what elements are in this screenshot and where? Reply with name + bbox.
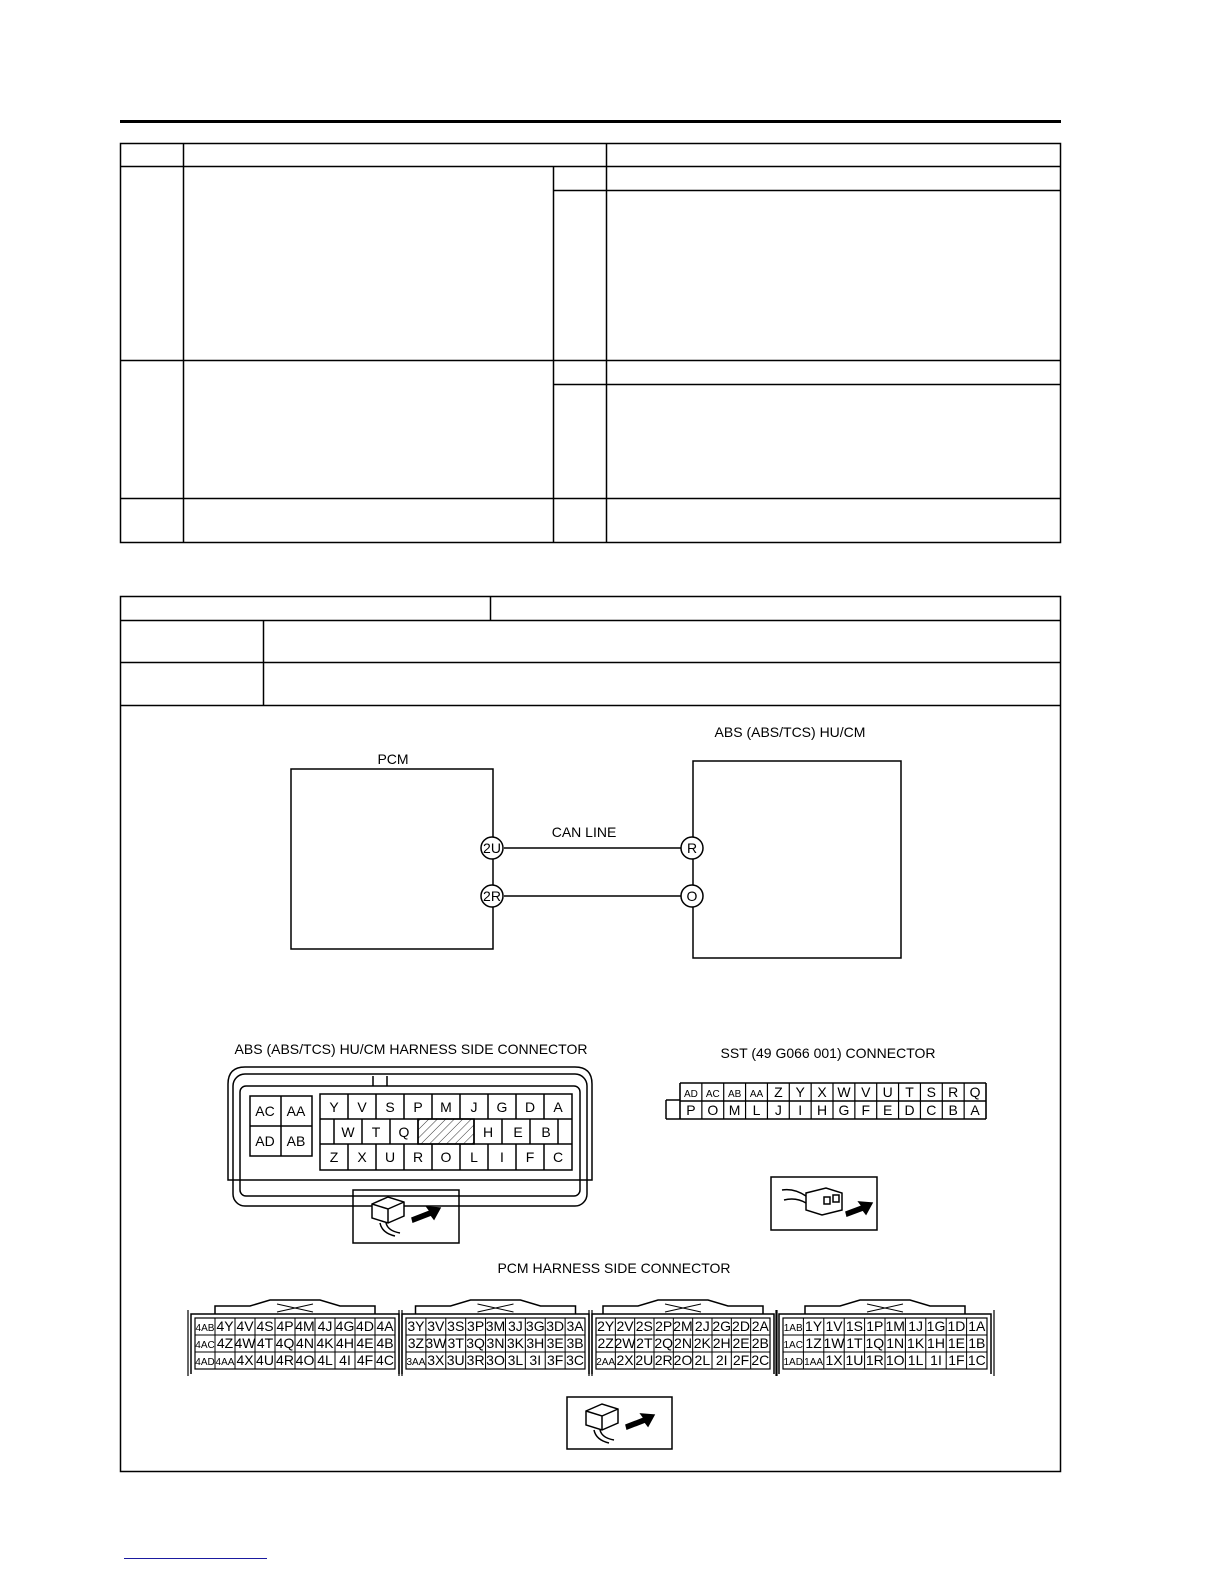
pcm-pin: 4G — [335, 1318, 355, 1334]
abs-pin: D — [524, 1099, 536, 1115]
pcm-pin: 2A — [751, 1318, 769, 1334]
sst-connector-view-icon — [771, 1177, 877, 1230]
abs-pin: B — [541, 1124, 551, 1140]
pcm-pin: 3R — [466, 1352, 485, 1368]
pcm-pin: 2B — [751, 1335, 769, 1351]
pcm-pin: 1H — [927, 1335, 945, 1351]
pcm-pin: 4A — [376, 1318, 394, 1334]
pcm-pin: 1F — [948, 1352, 965, 1368]
sst-pin: V — [861, 1084, 871, 1100]
pcm-pin: 1I — [930, 1352, 942, 1368]
abs-pin: R — [412, 1149, 424, 1165]
abs-pin: X — [357, 1149, 367, 1165]
abs-pin: P — [413, 1099, 423, 1115]
pcm-pin: 1C — [967, 1352, 986, 1368]
pcm-pin: 4R — [276, 1352, 294, 1368]
sst-pin: D — [904, 1102, 915, 1118]
sst-pin: Y — [795, 1084, 805, 1100]
pcm-block-latch — [215, 1300, 375, 1314]
sst-pin: H — [817, 1102, 828, 1118]
pcm-pin: 1N — [886, 1335, 905, 1351]
pcm-pin: 1J — [908, 1318, 923, 1334]
pcm-pin: 3G — [525, 1318, 545, 1334]
pcm-pin: 2V — [616, 1318, 634, 1334]
pcm-pin: 2G — [712, 1318, 732, 1334]
pcm-pin: 3Z — [407, 1335, 425, 1351]
pcm-pin: 3C — [566, 1352, 585, 1368]
pcm-pin: 4X — [236, 1352, 254, 1368]
pcm-block-latch-mark — [478, 1304, 514, 1312]
sst-pin: G — [838, 1102, 850, 1118]
sst-pin: O — [707, 1102, 719, 1118]
abs-pin: Y — [329, 1099, 339, 1115]
pcm-pin: 3P — [467, 1318, 485, 1334]
sst-pin: AC — [705, 1089, 720, 1100]
sst-pin: X — [817, 1084, 827, 1100]
pcm-pin: 2P — [655, 1318, 673, 1334]
pcm-pin: 2Y — [597, 1318, 615, 1334]
abs-label: ABS (ABS/TCS) HU/CM — [714, 724, 866, 740]
sst-pin: Q — [969, 1084, 981, 1100]
abs-connector-title: ABS (ABS/TCS) HU/CM HARNESS SIDE CONNECTOR — [234, 1041, 588, 1057]
abs-pin: M — [440, 1099, 452, 1115]
abs-pin: U — [384, 1149, 396, 1165]
pcm-pin: 2T — [636, 1335, 653, 1351]
pcm-pin: 3S — [447, 1318, 465, 1334]
abs-pin: A — [553, 1099, 563, 1115]
sst-pin: I — [798, 1102, 803, 1118]
pcm-pin: 2R — [654, 1352, 673, 1368]
pcm-pin: 3L — [507, 1352, 524, 1368]
pcm-pin: 2M — [673, 1318, 693, 1334]
pcm-pin: 1D — [947, 1318, 966, 1334]
abs-pin: L — [470, 1149, 478, 1165]
pcm-pin: 4AB — [195, 1323, 215, 1334]
abs-pin: J — [470, 1099, 478, 1115]
sst-pin: Z — [774, 1084, 783, 1100]
pcm-pin: 3B — [566, 1335, 584, 1351]
pcm-pin: 3Q — [466, 1335, 485, 1351]
pcm-box — [291, 769, 493, 949]
pcm-pin: 4C — [376, 1352, 394, 1368]
sst-pin: T — [905, 1084, 914, 1100]
pcm-pin: 2I — [715, 1352, 728, 1368]
pcm-pin: 2F — [732, 1352, 750, 1368]
pcm-pin: 2H — [712, 1335, 731, 1351]
pcm-pin: 4W — [234, 1335, 256, 1351]
pcm-pin: 2N — [674, 1335, 692, 1351]
pcm-pin: 1X — [825, 1352, 843, 1368]
abs-pin: E — [513, 1124, 523, 1140]
abs-pin: Q — [398, 1124, 410, 1140]
pcm-pin: 3T — [447, 1335, 464, 1351]
pcm-pin: 4U — [256, 1352, 274, 1368]
pcm-pin: 2E — [732, 1335, 750, 1351]
abs-pin: V — [357, 1099, 367, 1115]
pcm-connector-title: PCM HARNESS SIDE CONNECTOR — [497, 1260, 731, 1276]
sst-pin: AD — [683, 1089, 698, 1100]
pcm-pin: 1K — [907, 1335, 925, 1351]
procedure-table — [0, 0, 1224, 560]
pcm-pin: 4Y — [216, 1318, 234, 1334]
pcm-pin: 4O — [295, 1352, 315, 1368]
pcm-pin: 4J — [317, 1318, 333, 1334]
pcm-pin: 4S — [256, 1318, 274, 1334]
pcm-pin: 4AD — [195, 1357, 215, 1368]
pcm-connector-block — [589, 1300, 777, 1376]
pcm-pin: 3W — [425, 1335, 447, 1351]
pcm-pin: 1M — [885, 1318, 905, 1334]
pcm-pin: 3U — [446, 1352, 465, 1368]
pcm-pin: 4AA — [215, 1357, 235, 1368]
pcm-pin: 4D — [356, 1318, 374, 1334]
pcm-block-latch — [416, 1300, 576, 1314]
pcm-pin: 4B — [376, 1335, 394, 1351]
pcm-pin: 1AA — [804, 1357, 824, 1368]
pcm-block-latch-mark — [867, 1304, 903, 1312]
pcm-pin: 3N — [486, 1335, 505, 1351]
pcm-connector-block — [776, 1300, 994, 1376]
pcm-pin: 2S — [635, 1318, 653, 1334]
abs-pin: Z — [329, 1149, 339, 1165]
pcm-pin: 4P — [276, 1318, 294, 1334]
pcm-pin: 3AA — [406, 1357, 426, 1368]
pcm-label: PCM — [377, 751, 409, 767]
pcm-pin: 1AB — [783, 1323, 803, 1334]
pcm-pin: 1W — [823, 1335, 845, 1351]
pcm-pin: 4N — [296, 1335, 314, 1351]
pcm-pin: 1R — [865, 1352, 884, 1368]
abs-pin: O — [440, 1149, 452, 1165]
pcm-pin: 3F — [546, 1352, 564, 1368]
sst-pin: B — [948, 1102, 958, 1118]
pcm-connector-view-icon — [567, 1397, 672, 1449]
pcm-pin: 1P — [866, 1318, 884, 1334]
pcm-pin: 4F — [356, 1352, 374, 1368]
sst-pin: P — [686, 1102, 696, 1118]
pcm-pin: 1V — [825, 1318, 843, 1334]
abs-pin: T — [371, 1124, 381, 1140]
sst-pin: E — [882, 1102, 893, 1118]
abs-pin: C — [552, 1149, 564, 1165]
sst-pin: U — [882, 1084, 893, 1100]
pcm-pin: 1Y — [805, 1318, 823, 1334]
sst-pin: F — [861, 1102, 871, 1118]
sst-pin: A — [970, 1102, 980, 1118]
pcm-pin: 2W — [614, 1335, 636, 1351]
pcm-pin: 2K — [693, 1335, 711, 1351]
pcm-pin: 2O — [673, 1352, 693, 1368]
pcm-connector-block — [188, 1300, 402, 1376]
pcm-pin: 4H — [336, 1335, 354, 1351]
pcm-pin: 3A — [566, 1318, 584, 1334]
pcm-pin: 1Q — [865, 1335, 885, 1351]
abs-pin: AC — [255, 1103, 275, 1119]
pcm-pin: 2D — [732, 1318, 750, 1334]
pcm-pin: 3M — [485, 1318, 506, 1334]
pcm-pin: 3I — [529, 1352, 542, 1368]
pcm-pin: 1T — [846, 1335, 863, 1351]
pcm-pin: 3Y — [407, 1318, 425, 1334]
pcm-pin: 4AC — [195, 1340, 215, 1351]
pcm-pin: 4Z — [216, 1335, 234, 1351]
pcm-block-latch — [805, 1300, 965, 1314]
sst-connector-title: SST (49 G066 001) CONNECTOR — [720, 1045, 936, 1061]
pcm-block-latch-mark — [277, 1304, 313, 1312]
pcm-pin: 3J — [507, 1318, 523, 1334]
pcm-pin: 2Q — [654, 1335, 674, 1351]
sst-pin: C — [926, 1102, 937, 1118]
pcm-pin: 2AA — [596, 1357, 616, 1368]
pcm-pin: 2C — [751, 1352, 770, 1368]
abs-pin: AD — [255, 1133, 275, 1149]
pcm-pin: 1L — [907, 1352, 924, 1368]
pcm-pin: 1S — [845, 1318, 863, 1334]
abs-pin: H — [482, 1124, 494, 1140]
pcm-pin: 2X — [616, 1352, 634, 1368]
footer-link-rule — [124, 1558, 267, 1559]
pcm-pin: 1U — [845, 1352, 864, 1368]
abs-pin: S — [385, 1099, 395, 1115]
pcm-pin: 1AD — [783, 1357, 803, 1368]
pcm-pin: 1A — [968, 1318, 986, 1334]
pcm-pin: 2U — [635, 1352, 654, 1368]
sst-pin: M — [728, 1102, 741, 1118]
pcm-block-latch-mark — [665, 1304, 701, 1312]
pcm-pin: 2L — [694, 1352, 711, 1368]
sst-pin: L — [752, 1102, 761, 1118]
abs-pin: AB — [286, 1133, 306, 1149]
sst-pin: AA — [749, 1089, 764, 1100]
sst-pin: AB — [727, 1089, 742, 1100]
pcm-pin: 4Q — [275, 1335, 295, 1351]
pcm-terminal-label: 2U — [483, 840, 501, 856]
pcm-pin: 3D — [546, 1318, 565, 1334]
pcm-pin: 3X — [427, 1352, 445, 1368]
can-line-label: CAN LINE — [551, 824, 617, 840]
pcm-pin: 4L — [317, 1352, 333, 1368]
sst-pin: J — [774, 1102, 782, 1118]
abs-box — [693, 761, 901, 958]
pcm-pin: 1Z — [805, 1335, 822, 1351]
abs-connector-view-icon — [353, 1190, 459, 1243]
abs-pin: W — [341, 1124, 355, 1140]
abs-terminal-label: O — [686, 888, 698, 904]
pcm-pin: 2J — [694, 1318, 710, 1334]
pcm-pin: 3V — [427, 1318, 445, 1334]
sst-pin: S — [926, 1084, 937, 1100]
pcm-pin: 2Z — [597, 1335, 614, 1351]
abs-pin: G — [496, 1099, 508, 1115]
pcm-pin: 1AC — [783, 1340, 803, 1351]
abs-connector-housing — [228, 1067, 592, 1206]
pcm-pin: 3O — [486, 1352, 505, 1368]
abs-terminal-label: R — [686, 840, 698, 856]
pcm-pin: 1B — [968, 1335, 986, 1351]
abs-pin: F — [525, 1149, 535, 1165]
pcm-pin: 4M — [295, 1318, 315, 1334]
sst-pin: W — [837, 1084, 851, 1100]
pcm-block-latch — [603, 1300, 763, 1314]
pcm-pin: 3H — [526, 1335, 545, 1351]
pcm-terminal-label: 2R — [483, 888, 501, 904]
pcm-pin: 3E — [546, 1335, 564, 1351]
pcm-pin: 4E — [356, 1335, 374, 1351]
pcm-pin: 1E — [947, 1335, 965, 1351]
pcm-pin: 4T — [256, 1335, 274, 1351]
pcm-pin: 3K — [506, 1335, 524, 1351]
abs-pin: I — [500, 1149, 504, 1165]
pcm-connector-block — [399, 1300, 592, 1376]
pcm-pin: 4I — [339, 1352, 351, 1368]
can-wiring-diagram — [0, 700, 1224, 990]
pcm-pin: 4K — [316, 1335, 334, 1351]
abs-pin: AA — [286, 1103, 306, 1119]
pcm-pin: 4V — [236, 1318, 254, 1334]
pcm-pin: 1G — [926, 1318, 946, 1334]
connectors-figure — [0, 1030, 1224, 1460]
pcm-pin: 1O — [885, 1352, 905, 1368]
sst-pin: R — [948, 1084, 959, 1100]
